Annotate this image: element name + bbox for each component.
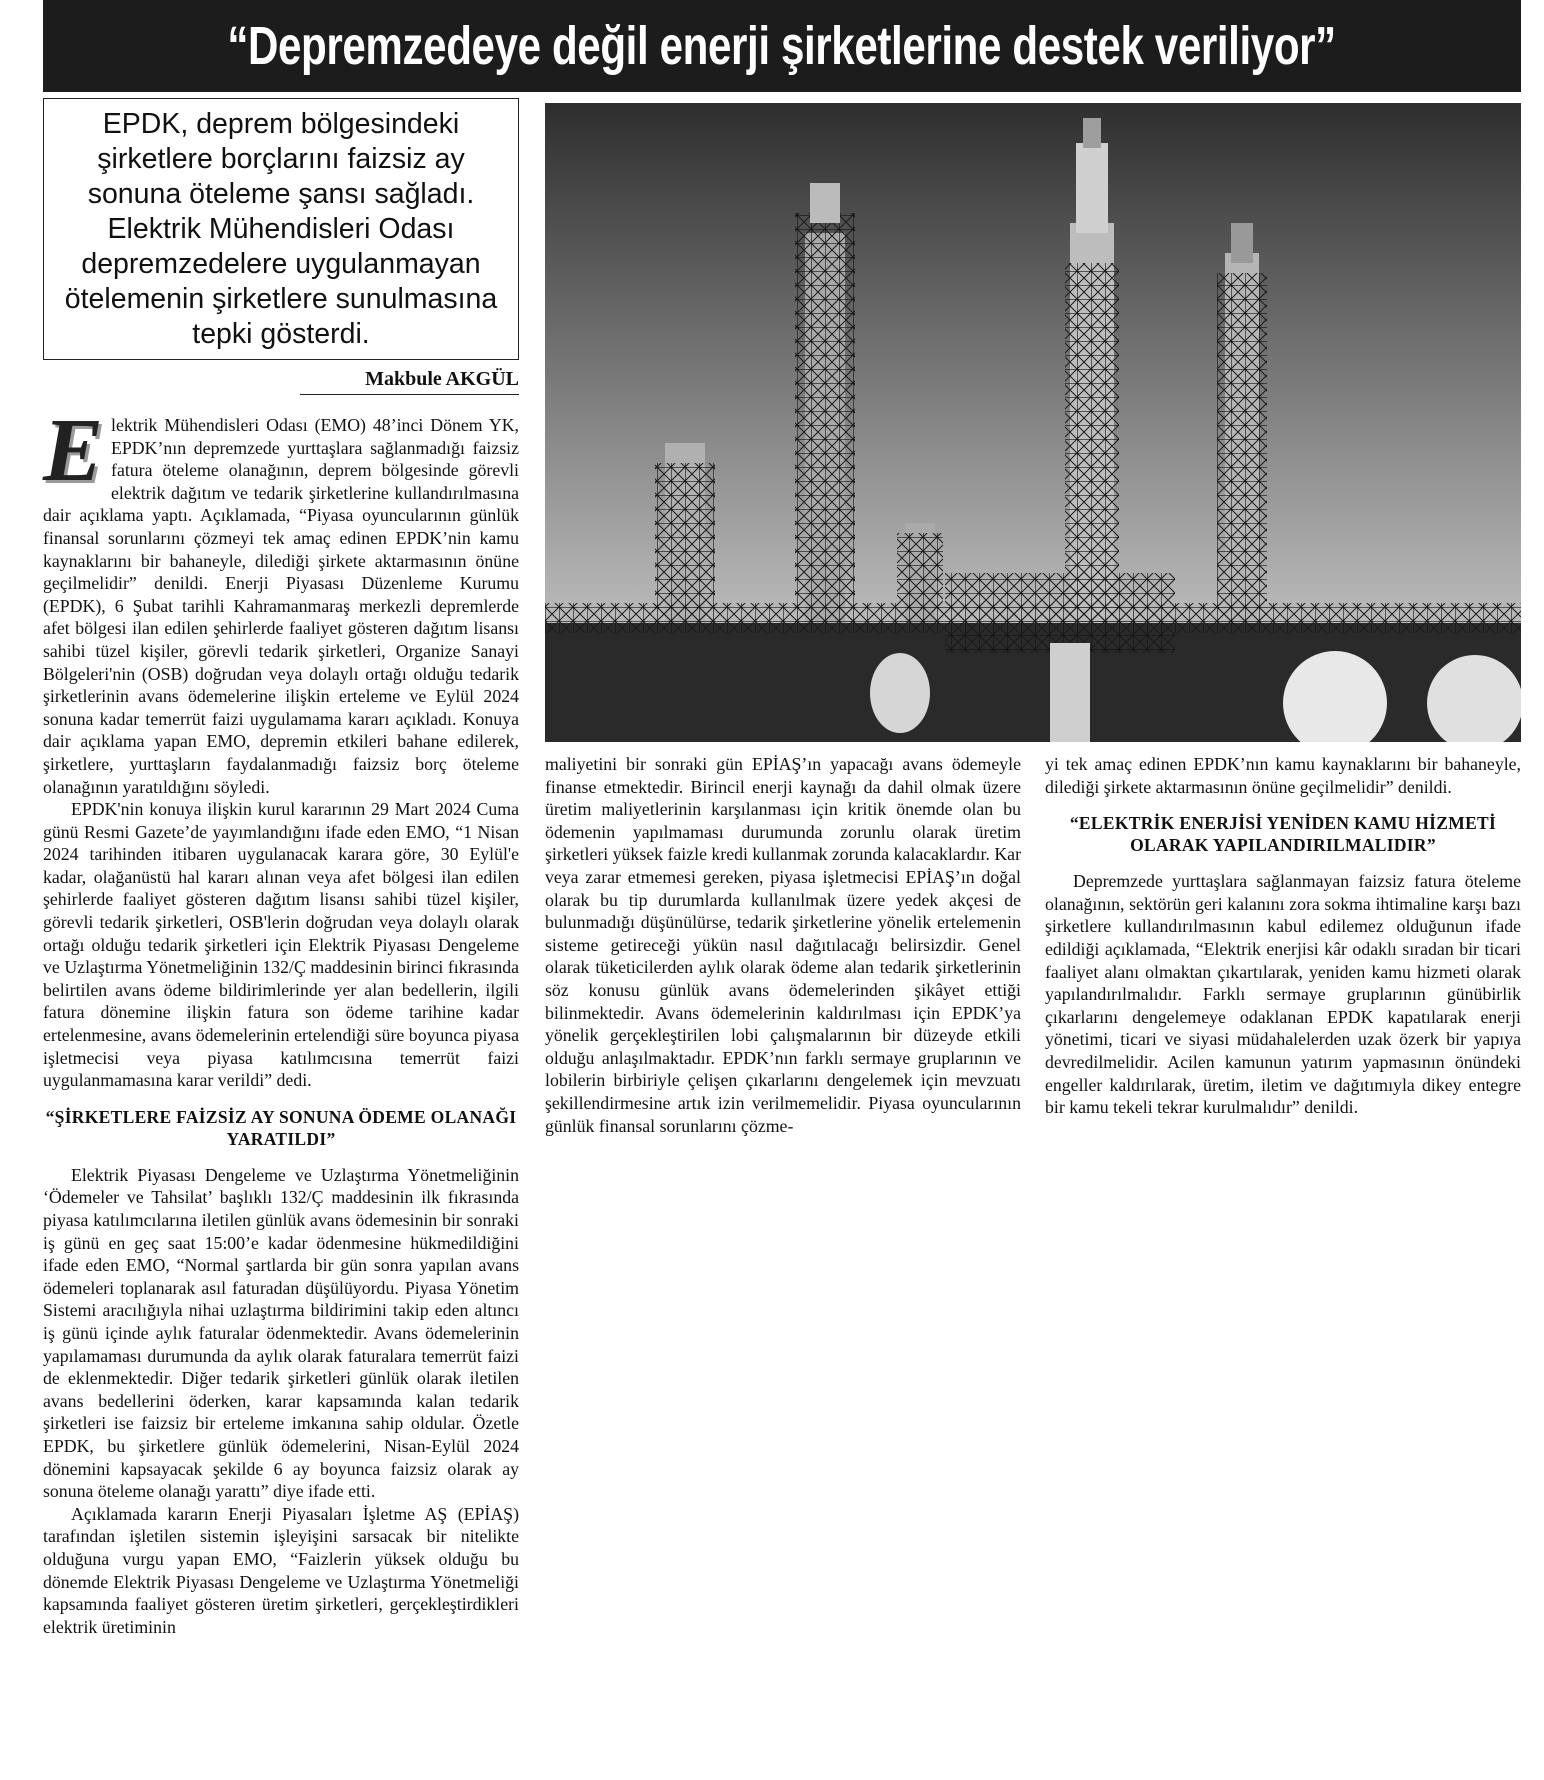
paragraph-2: EPDK'nin konuya ilişkin kurul kararının 29 Mart 2024 Cuma günü Resmi Gazete’de yayımlandığını ifade eden EMO, “1 Nisan 2024 tarihinden itibaren uygulanacak karara göre, 30 Eylül'e kadar, olağanüstü hal kararı alınan veya afet bölgesi ilan edilen şehirlerde faaliyet gösteren dağıtım lisansı sahibi tüzel kişiler, görevli tedarik şirketleri, OSB'lerin doğrudan veya dolaylı olarak ortağı olduğu tedarik şirketleri için Elektrik Piyasası Dengeleme ve Uzlaştırma Yönetmeliğinin 132/Ç maddesinin birinci fıkrasında belirtilen avans ödeme bildirimlerinde yer alan bedellerin, ilgili fatura dönemine ilişkin fatura son ödeme tarihine kadar ertelenmesine, avans ödemelerinin ertelendiği süre boyunca piyasa işletmecisi veya piyasa katılımcısına temerrüt faizi uygulanmamasına karar verildi” dedi. xyxy=(43,799,519,1091)
headline-bar xyxy=(43,0,1521,92)
paragraph-7: Depremzede yurttaşlara sağlanmayan faizsiz fatura öteleme olanağının, sektörün geri kalanını zora sokma ihtimaline karşı bazı şirketlere kullandırılmasının kabul edilemez olduğunun ifade edildiği açıklamada, “Elektrik enerjisi kâr odaklı sıradan bir ticari faaliyet alanı olmaktan çıkartılarak, yeniden kamu hizmeti olarak yapılandırılmalıdır. Farklı sermaye gruplarının günübirlik çıkarlarını dengelemeye odaklanan EPDK kapatılarak enerji yönetimi, ticari ve siyasi müdahalelerden uzak özerk bir yapıya devredilmelidir. Acilen kamunun yatırım yapmasının önündeki engeller kaldırılarak, üretim, iletim ve dağıtımıyla dikey entegre bir kamu tekeli tekrar kurulmalıdır” denildi. xyxy=(1045,871,1521,1118)
industrial-refinery-photo xyxy=(545,103,1521,742)
headline: “Depremzedeye değil enerji şirketlerine destek veriliyor” xyxy=(227,16,1337,76)
refinery-silhouette-icon xyxy=(545,103,1521,742)
paragraph-3: Elektrik Piyasası Dengeleme ve Uzlaştırma Yönetmeliğinin ‘Ödemeler ve Tahsilat’ başlıklı 132/Ç maddesinin ilk fıkrasında piyasa katılımcılarına iletilen günlük avans ödemesinin bir sonraki iş günü en geç saat 15:00’e kadar ödenmesine hükmedildiğini ifade eden EMO, “Normal şartlarda bir gün sonra yapılan avans ödemeleri toplanarak asıl faturadan düşülüyordu. Piyasa Yönetim Sistemi aracılığıyla nihai uzlaştırma bildirimini takip eden altıncı iş günü içinde aylık faturalar ödenmektedir. Avans ödemelerinin yapılamaması durumunda da aylık olarak faturalara temerrüt faizi de eklenmektedir. Diğer tedarik şirketleri günlük olarak iletilen avans bedellerini öderken, karar kapsamında kalan tedarik şirketleri ise faizsiz bir erteleme imkanına sahip oldular. Özetle EPDK, bu şirketlere günlük ödemelerini, Nisan-Eylül 2024 dönemini kapsayacak şekilde 6 ay boyunca faizsiz olarak ay sonuna öteleme olanağı yarattı” diye ifade etti. xyxy=(43,1164,519,1502)
paragraph-6: yi tek amaç edinen EPDK’nın kamu kaynaklarını bir bahaneyle, dilediği şirkete aktarmasının önüne geçilmelidir” denildi. xyxy=(1045,754,1521,797)
drop-cap: E xyxy=(43,401,104,500)
paragraph-4: Açıklamada kararın Enerji Piyasaları İşletme AŞ (EPİAŞ) tarafından işletilen sistemin işleyişini sarsacak bir nitelikte olduğuna vurgu yapan EMO, “Faizlerin yüksek olduğu bu dönemde Elektrik Piyasası Dengeleme ve Uzlaştırma Yönetmeliği kapsamında faaliyet gösteren üretim şirketleri, gerçekleştirdikleri elektrik üretiminin xyxy=(43,1503,519,1637)
subheading-2: “ELEKTRİK ENERJİSİ YENİDEN KAMU HİZMETİ OLARAK YAPILANDIRILMALIDIR” xyxy=(1069,813,1497,856)
article-column-3 xyxy=(1045,753,1521,1119)
byline: Makbule AKGÜL xyxy=(300,368,519,395)
summary-text: EPDK, deprem bölgesindeki şirketlere borçlarını faizsiz ay sonuna öteleme şansı sağladı. Elektrik Mühendisleri Odası depremzedelere uygulanmayan ötelemenin şirketlere sunulmasına tepki gösterdi. xyxy=(64,107,498,350)
paragraph-5: maliyetini bir sonraki gün EPİAŞ’ın yapacağı avans ödemeyle finanse etmektedir. Birincil enerji kaynağı da dahil olmak üzere üretim maliyetlerinin karşılanması için kritik önemde olan bu ödemenin yapılmaması durumunda zorunlu olarak üretim şirketleri yüksek faizle kredi kullanmak zorunda kalacaklardır. Kar veya zarar etmemesi gereken, piyasa işletmecisi EPİAŞ’ın doğal olarak bu tip durumlarda kullanılmak üzere yedek akçesi de bulunmadığı düşünülürse, tedarik şirketlerine yönelik ertelemenin sisteme getireceği yükün nasıl dağıtılacağı belirsizdir. Genel olarak tüketicilerden aylık olarak ödeme alan tedarik şirketlerinin söz konusu günlük avans ödemelerinden şikâyet ettiği bilinmektedir. Avans ödemelerinin kaldırılması için EPDK’ya yönelik gerçekleştirilen lobi çalışmalarının bir düzeyde etkili olduğu anlaşılmaktadır. EPDK’nın farklı sermaye gruplarının ve lobilerin birbiriyle çelişen çıkarlarını dengelemek için mevzuatı şekillendirmesine artık izin verilmemelidir. Piyasa oyuncularının günlük finansal sorunlarını çözme- xyxy=(545,754,1021,1136)
paragraph-1-text: lektrik Mühendisleri Odası (EMO) 48’inci Dönem YK, EPDK’nın depremzede yurttaşlara sağlanmadığı faizsiz fatura öteleme olanağının, deprem bölgesinde görevli elektrik dağıtım ve tedarik şirketlerine kullandırılmasına dair açıklama yaptı. Açıklamada, “Piyasa oyuncularının günlük finansal sorunlarını çözmeyi tek amaç edinen EPDK’nin kamu kaynaklarını bir bahaneyle, dilediği şirkete aktarmasının önüne geçilmelidir” denildi. Enerji Piyasası Düzenleme Kurumu (EPDK), 6 Şubat tarihli Kahramanmaraş merkezli depremlerde afet bölgesi ilan edilen şehirlerde faaliyet gösteren dağıtım lisansı sahibi tüzel kişiler, görevli tedarik şirketleri, Organize Sanayi Bölgeleri'nin (OSB) doğrudan veya dolaylı ortağı olduğu tedarik şirketlerinin avans ödemelerine ilişkin erteleme ve Eylül 2024 sonuna kadar temerrüt faizi uygulamama kararı açıkladı. Konuya dair açıklama yapan EMO, depremin etkileri bahane edilerek, şirketlere, yurttaşların faydalanmadığı faizsiz borç öteleme olanağının yaratıldığını söyledi. xyxy=(43,415,519,797)
subheading-1: “ŞİRKETLERE FAİZSİZ AY SONUNA ÖDEME OLANAĞI YARATILDI” xyxy=(45,1106,517,1149)
summary-box xyxy=(43,98,519,360)
paragraph-1 xyxy=(43,401,519,798)
article-column-1 xyxy=(43,401,519,1638)
article-column-2 xyxy=(545,753,1021,1137)
